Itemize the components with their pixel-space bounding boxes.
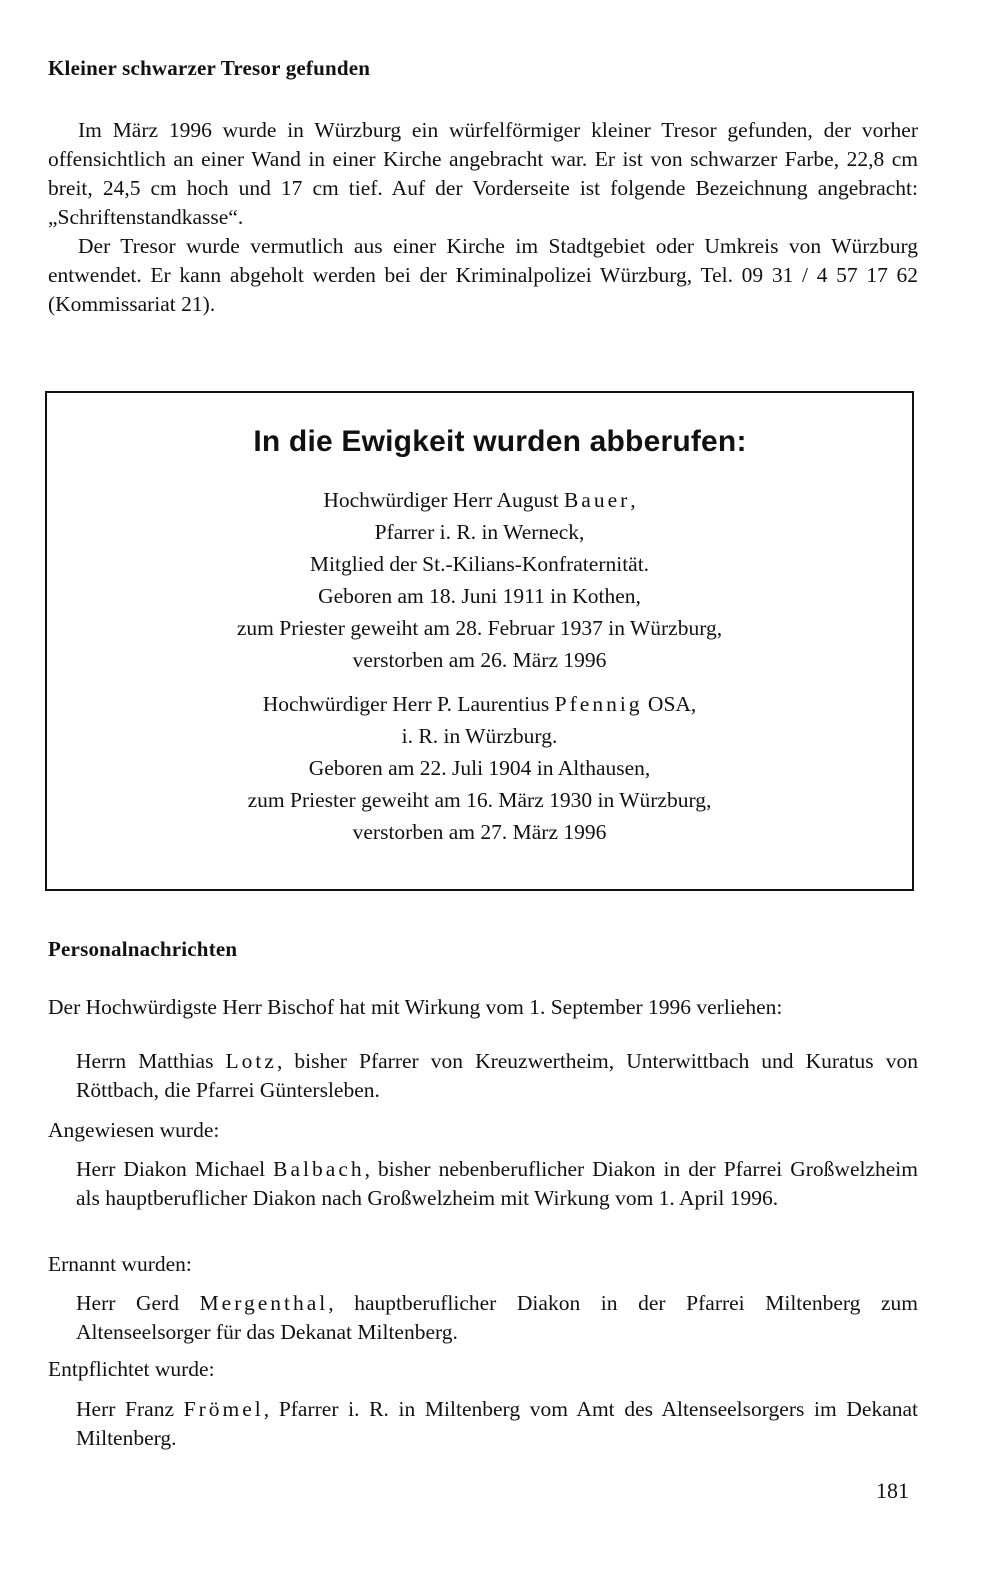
- person-1-born: Geboren am 18. Juni 1911 in Kothen,: [318, 584, 641, 608]
- entry-1-surname: Lotz: [225, 1049, 277, 1073]
- obituary-title: In die Ewigkeit wurden abberufen:: [253, 425, 747, 458]
- person-2-name: [45, 688, 914, 720]
- person-1-died: verstorben am 26. März 1996: [352, 648, 607, 672]
- tresor-text: [48, 116, 918, 319]
- entry-4-surname: Frömel: [183, 1397, 264, 1421]
- personal-label-entpflichtet: Entpflichtet wurde:: [48, 1357, 215, 1381]
- person-2-name-suffix: OSA,: [642, 692, 697, 716]
- personal-label-angewiesen: Angewiesen wurde:: [48, 1118, 220, 1142]
- personal-entry-4: [76, 1395, 918, 1453]
- obituary-person-1: [45, 484, 914, 676]
- tresor-heading: Kleiner schwarzer Tresor gefunden: [48, 56, 371, 80]
- person-2-born: Geboren am 22. Juli 1904 in Althausen,: [308, 756, 651, 780]
- page-number: 181: [876, 1478, 909, 1503]
- entry-2-surname: Balbach: [273, 1157, 365, 1181]
- entry-2-prefix: Herr Diakon Michael: [76, 1157, 274, 1181]
- person-2-name-prefix: Hochwürdiger Herr P. Laurentius: [262, 692, 555, 716]
- entry-1-prefix: Herrn Matthias: [76, 1049, 226, 1073]
- personal-entry-2: [76, 1155, 918, 1213]
- entry-4-suffix: , Pfarrer i. R. in Miltenberg vom Amt des Altenseelsorgers im Dekanat Miltenberg.: [76, 1397, 918, 1450]
- personal-entry-1: [76, 1047, 918, 1105]
- person-2-ordained: zum Priester geweiht am 16. März 1930 in Würzburg,: [247, 788, 712, 812]
- entry-3-surname: Mergenthal: [199, 1291, 329, 1315]
- person-1-membership: Mitglied der St.-Kilians-Konfraternität.: [309, 552, 650, 576]
- person-2-died: verstorben am 27. März 1996: [352, 820, 607, 844]
- entry-3-suffix: , hauptberuflicher Diakon in der Pfarrei Miltenberg zum Altenseelsorger für das Dekanat Miltenberg.: [76, 1291, 918, 1344]
- person-1-name: [45, 484, 914, 516]
- personal-entry-3: [76, 1289, 918, 1347]
- person-1-name-prefix: Hochwürdiger Herr August: [323, 488, 564, 512]
- tresor-paragraph-1: Im März 1996 wurde in Würzburg ein würfelförmiger kleiner Tresor gefunden, der vorher offensichtlich an einer Wand in einer Kirche angebracht war. Er ist von schwarzer Farbe, 22,8 cm breit, 24,5 cm hoch und 17 cm tief. Auf der Vorderseite ist folgende Bezeichnung angebracht: „Schriftenstandkasse“.: [48, 118, 918, 229]
- personal-heading: Personalnachrichten: [48, 937, 238, 961]
- person-2-surname: Pfennig: [554, 692, 643, 716]
- entry-4-prefix: Herr Franz: [76, 1397, 184, 1421]
- obituary-person-2: [45, 688, 914, 848]
- personal-label-ernannt: Ernannt wurden:: [48, 1252, 192, 1276]
- entry-3-prefix: Herr Gerd: [76, 1291, 200, 1315]
- personal-intro: Der Hochwürdigste Herr Bischof hat mit Wirkung vom 1. September 1996 verliehen:: [48, 995, 783, 1019]
- entry-2-suffix: , bisher nebenberuflicher Diakon in der Pfarrei Großwelzheim als hauptberuflicher Diakon nach Großwelzheim mit Wirkung vom 1. April 1996.: [76, 1157, 918, 1210]
- entry-1-suffix: , bisher Pfarrer von Kreuzwertheim, Unterwittbach und Kuratus von Röttbach, die Pfarrei Güntersleben.: [76, 1049, 918, 1102]
- person-1-name-suffix: ,: [630, 488, 636, 512]
- person-1-surname: Bauer: [563, 488, 631, 512]
- person-1-ordained: zum Priester geweiht am 28. Februar 1937 in Würzburg,: [236, 616, 723, 640]
- tresor-paragraph-2: Der Tresor wurde vermutlich aus einer Kirche im Stadtgebiet oder Umkreis von Würzburg entwendet. Er kann abgeholt werden bei der Kriminalpolizei Würzburg, Tel. 09 31 / 4 57 17 62 (Kommissariat 21).: [48, 234, 918, 316]
- person-1-office: Pfarrer i. R. in Werneck,: [374, 520, 585, 544]
- person-2-office: i. R. in Würzburg.: [401, 724, 558, 748]
